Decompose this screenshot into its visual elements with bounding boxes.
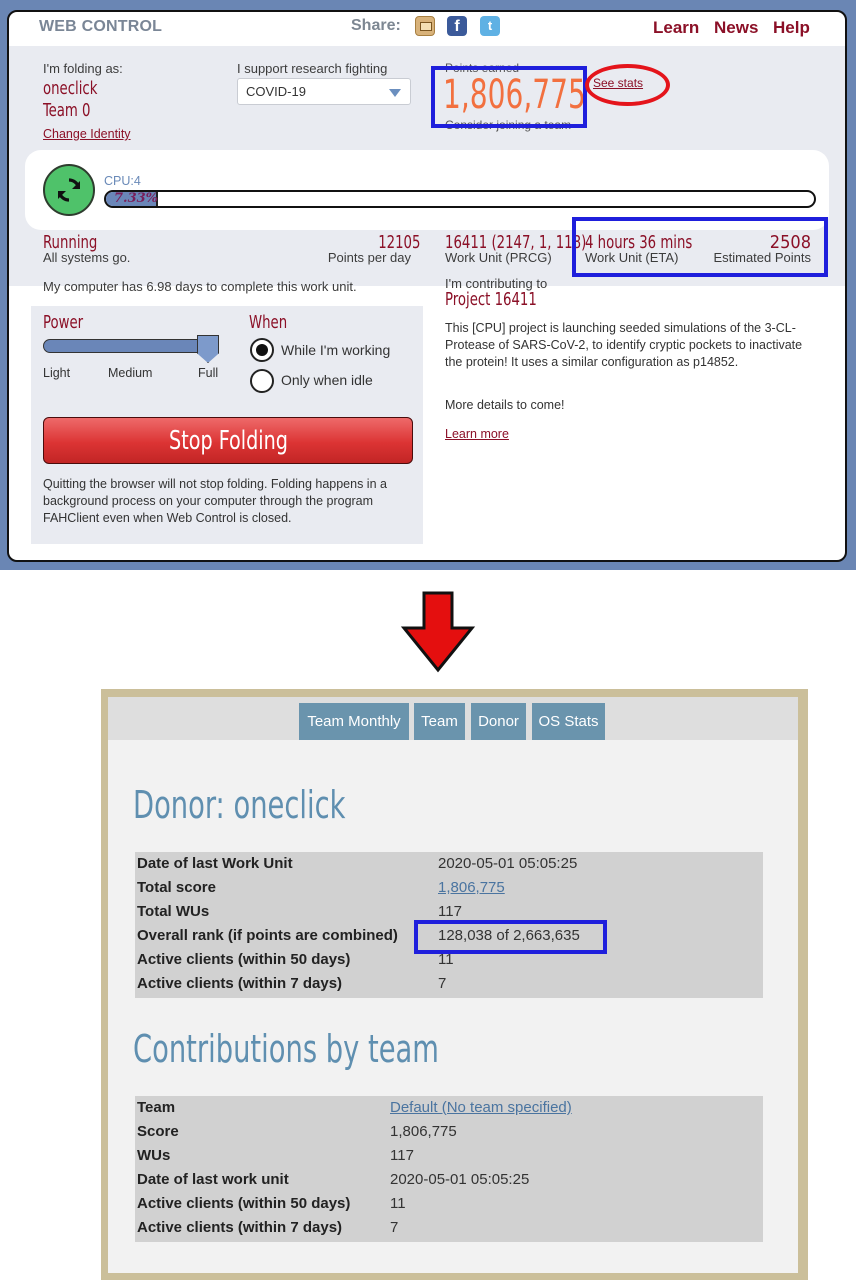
project-name: Project 16411 bbox=[445, 289, 537, 310]
status-subtext: All systems go. bbox=[43, 250, 131, 265]
table-row bbox=[135, 1144, 763, 1168]
estimated-points-label: Estimated Points bbox=[713, 250, 811, 265]
rank-highlight-box bbox=[414, 920, 607, 954]
radio-only-idle[interactable] bbox=[250, 369, 274, 393]
change-identity-link[interactable]: Change Identity bbox=[43, 127, 131, 141]
points-earned-label: Points earned bbox=[445, 61, 520, 75]
tab-os-stats[interactable]: OS Stats bbox=[532, 703, 605, 740]
team-contributions-table bbox=[135, 1096, 763, 1242]
nav-news-link[interactable]: News bbox=[714, 18, 759, 37]
table-row bbox=[135, 852, 763, 876]
chevron-down-icon bbox=[389, 89, 401, 97]
power-slider[interactable] bbox=[43, 339, 215, 353]
power-level-medium: Medium bbox=[108, 366, 153, 380]
table-row bbox=[135, 876, 763, 900]
consider-team-link[interactable]: Consider joining a team bbox=[445, 118, 572, 132]
row-label: Total WUs bbox=[137, 903, 210, 920]
table-row bbox=[135, 1192, 763, 1216]
power-level-light: Light bbox=[43, 366, 71, 380]
table-row bbox=[135, 972, 763, 996]
nav-learn-link[interactable]: Learn bbox=[653, 18, 700, 37]
row-value: 11 bbox=[438, 951, 454, 968]
work-unit-id-label: Work Unit (PRCG) bbox=[445, 250, 552, 265]
slot-refresh-button[interactable] bbox=[43, 164, 95, 216]
work-unit-id: 16411 (2147, 1, 118) bbox=[445, 232, 587, 253]
tab-team[interactable]: Team bbox=[414, 703, 465, 740]
power-level-full: Full bbox=[198, 366, 219, 380]
share-label: Share: bbox=[351, 17, 401, 34]
points-per-day-value: 12105 bbox=[378, 232, 421, 253]
radio-while-working-label[interactable]: While I'm working bbox=[281, 342, 391, 358]
table-row bbox=[135, 1120, 763, 1144]
cause-selected-value: COVID-19 bbox=[246, 84, 306, 99]
web-control-window bbox=[7, 10, 847, 562]
contributions-title: Contributions by team bbox=[133, 1027, 439, 1071]
row-label: Total score bbox=[137, 879, 216, 896]
work-unit-eta: 4 hours 36 mins bbox=[585, 232, 693, 253]
tab-team-monthly[interactable]: Team Monthly bbox=[299, 703, 409, 740]
radio-only-idle-label[interactable]: Only when idle bbox=[281, 372, 373, 388]
radio-while-working[interactable] bbox=[250, 338, 274, 362]
points-earned-value: 1,806,775 bbox=[443, 72, 586, 118]
cause-select[interactable] bbox=[237, 78, 411, 105]
row-value: 7 bbox=[438, 975, 447, 992]
user-name: oneclick bbox=[43, 78, 98, 99]
table-row bbox=[135, 1168, 763, 1192]
row-label: Date of last work unit bbox=[137, 1171, 289, 1188]
see-stats-link[interactable]: See stats bbox=[593, 76, 644, 90]
estimated-points-value: 2508 bbox=[769, 232, 811, 253]
row-label: Team bbox=[137, 1099, 176, 1116]
web-control-header bbox=[9, 12, 845, 46]
team-name: Team 0 bbox=[43, 100, 91, 121]
row-value: 2020-05-01 05:05:25 bbox=[438, 855, 578, 872]
row-value: 2020-05-01 05:05:25 bbox=[390, 1171, 530, 1188]
mail-share-icon[interactable] bbox=[415, 16, 435, 36]
row-label: Date of last Work Unit bbox=[137, 855, 293, 872]
work-progress-bar[interactable] bbox=[104, 190, 816, 208]
folding-as-label: I'm folding as: bbox=[43, 61, 123, 76]
row-value: 1,806,775 bbox=[390, 1123, 457, 1140]
row-label: WUs bbox=[137, 1147, 171, 1164]
row-label: Active clients (within 7 days) bbox=[137, 1219, 343, 1236]
points-per-day-label: Points per day bbox=[327, 250, 411, 265]
table-row bbox=[135, 1216, 763, 1240]
work-progress-text: 7.33% bbox=[114, 191, 159, 206]
learn-more-link[interactable]: Learn more bbox=[445, 427, 509, 441]
team-link[interactable]: Default (No team specified) bbox=[390, 1099, 572, 1116]
stop-folding-label: Stop Folding bbox=[168, 426, 288, 456]
row-value: 11 bbox=[390, 1195, 406, 1212]
more-details-text: More details to come! bbox=[445, 398, 565, 412]
app-title: WEB CONTROL bbox=[39, 18, 163, 35]
refresh-icon bbox=[56, 177, 82, 203]
contributing-label: I'm contributing to bbox=[445, 276, 548, 291]
table-row bbox=[135, 1096, 763, 1120]
work-unit-eta-label: Work Unit (ETA) bbox=[585, 250, 679, 265]
row-label: Active clients (within 50 days) bbox=[137, 1195, 351, 1212]
status-state: Running bbox=[43, 232, 98, 253]
quit-note: Quitting the browser will not stop folding. Folding happens in a background process on your computer through the program FAHClient even when Web Control is closed. bbox=[43, 477, 387, 525]
total-score-link[interactable]: 1,806,775 bbox=[438, 879, 505, 896]
row-label: Active clients (within 50 days) bbox=[137, 951, 351, 968]
row-value: 7 bbox=[390, 1219, 399, 1236]
donor-title: Donor: oneclick bbox=[133, 783, 346, 827]
completion-estimate-text: My computer has 6.98 days to complete this work unit. bbox=[43, 279, 357, 294]
project-description: This [CPU] project is launching seeded simulations of the 3-CL-Protease of SARS-CoV-2, to identify cryptic pockets to inactivate the protein! It uses a similar configuration as p14852. bbox=[445, 321, 803, 369]
row-label: Overall rank (if points are combined) bbox=[137, 927, 398, 944]
down-arrow-icon bbox=[400, 590, 476, 674]
cause-label: I support research fighting bbox=[237, 61, 388, 76]
row-value: 117 bbox=[438, 903, 462, 920]
nav-help-link[interactable]: Help bbox=[773, 18, 810, 37]
stop-folding-button[interactable] bbox=[43, 417, 413, 464]
power-title: Power bbox=[43, 312, 84, 333]
when-title: When bbox=[249, 312, 288, 333]
twitter-share-icon[interactable]: t bbox=[480, 16, 500, 36]
row-label: Score bbox=[137, 1123, 179, 1140]
row-value: 117 bbox=[390, 1147, 414, 1164]
overall-rank-value: 128,038 of 2,663,635 bbox=[438, 927, 580, 944]
points-highlight-box bbox=[431, 66, 587, 128]
cpu-slot-label: CPU:4 bbox=[104, 174, 141, 188]
tab-donor[interactable]: Donor bbox=[471, 703, 526, 740]
row-label: Active clients (within 7 days) bbox=[137, 975, 343, 992]
facebook-share-icon[interactable]: f bbox=[447, 16, 467, 36]
